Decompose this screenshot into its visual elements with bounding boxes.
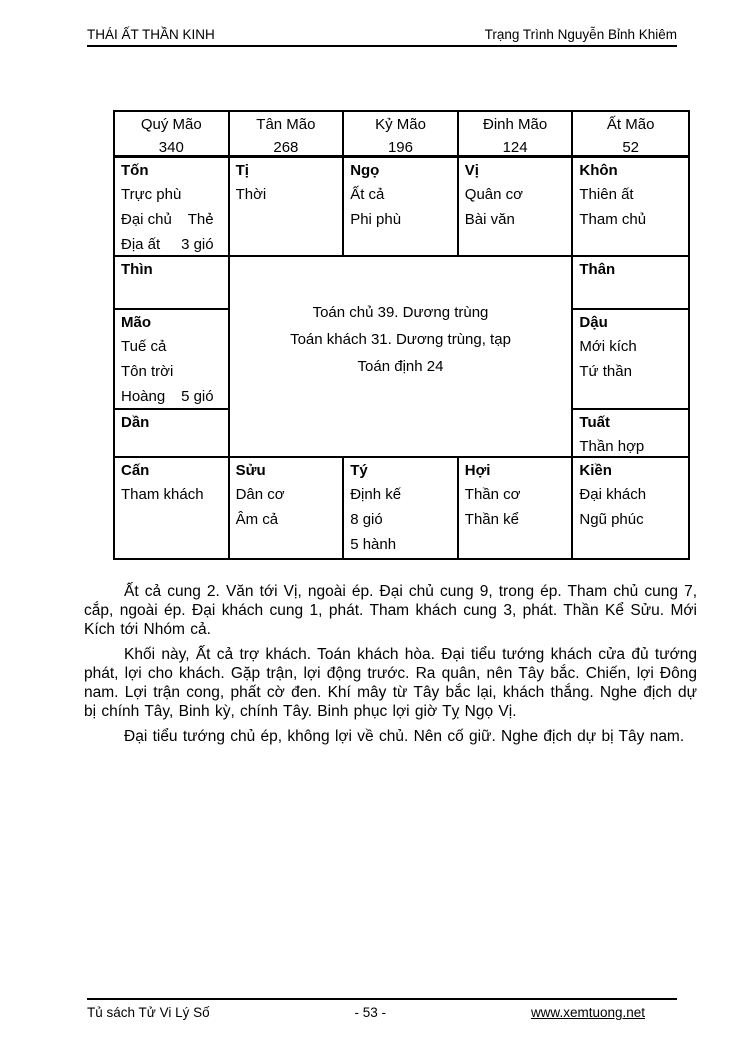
palace-entry: Âm cả <box>235 511 279 528</box>
palace-entry: Dân cơ <box>235 486 285 503</box>
palace-label: Ngọ <box>350 162 380 179</box>
body-paragraph-3: Đại tiểu tướng chủ ép, không lợi về chủ. Nên cố giữ. Nghe địch dự bị Tây nam. <box>124 728 685 745</box>
palace-entry: Bài văn <box>464 211 515 228</box>
year-name: Ất Mão <box>606 116 655 133</box>
palace-cell-tuat <box>573 410 688 458</box>
book-title: THÁI ẤT THẦN KINH <box>87 27 215 42</box>
palace-entry: 5 hành <box>350 536 397 553</box>
palace-entry: Trực phù <box>121 186 182 203</box>
palace-entry: Tôn trời <box>121 363 174 380</box>
palace-entry: Hoàng 5 gió <box>121 388 214 405</box>
palace-cell-vi <box>459 158 574 257</box>
year-cell-ky-mao <box>344 112 459 158</box>
year-value: 124 <box>502 139 528 156</box>
year-cell-tan-mao <box>230 112 345 158</box>
year-value: 268 <box>273 139 299 156</box>
palace-cell-dau <box>573 310 688 410</box>
palace-entry: Thiên ất <box>579 186 634 203</box>
palace-label: Tý <box>350 462 368 479</box>
palace-entry: 8 gió <box>350 511 383 528</box>
palace-label: Tị <box>235 162 249 179</box>
year-name: Tân Mão <box>256 116 316 133</box>
header-divider <box>87 45 677 47</box>
palace-label: Tuất <box>579 414 610 431</box>
palace-label: Tốn <box>121 162 149 179</box>
palace-label: Cấn <box>121 462 150 479</box>
year-cell-dinh-mao <box>459 112 574 158</box>
palace-entry: Tuế cả <box>121 338 167 355</box>
palace-entry: Địa ất 3 gió <box>121 236 214 253</box>
palace-cell-dan <box>115 410 230 458</box>
toan-khach-line: Toán khách 31. Dương trùng, tạp <box>290 331 511 348</box>
year-value: 340 <box>158 139 184 156</box>
palace-cell-ton <box>115 158 230 257</box>
palace-label: Hợi <box>464 462 491 479</box>
palace-entry: Thần kể <box>464 511 519 528</box>
palace-label: Kiền <box>579 462 612 479</box>
palace-entry: Quân cơ <box>464 186 523 203</box>
author-name: Trạng Trình Nguyễn Bỉnh Khiêm <box>484 27 677 42</box>
footer-divider <box>87 998 677 1000</box>
year-value: 52 <box>622 139 640 156</box>
palace-cell-ty <box>344 458 459 558</box>
palace-label: Dậu <box>579 314 608 331</box>
palace-cell-kien <box>573 458 688 558</box>
year-cell-at-mao <box>573 112 688 158</box>
year-name: Kỷ Mão <box>375 116 426 133</box>
palace-label: Mão <box>121 314 151 331</box>
toan-chu-line: Toán chủ 39. Dương trùng <box>312 304 489 321</box>
footer-website-link[interactable]: www.xemtuong.net <box>530 1005 645 1020</box>
destiny-chart-table <box>113 110 690 560</box>
palace-label: Thân <box>579 261 616 278</box>
palace-entry: Tứ thần <box>579 363 632 380</box>
body-text <box>84 582 697 752</box>
palace-cell-thin <box>115 257 230 310</box>
center-calculation-cell <box>230 257 574 458</box>
body-paragraph-1: Ất cả cung 2. Văn tới Vị, ngoài ép. Đại chủ cung 9, trong ép. Tham chủ cung 7, cắp, ngoài ép. Đại khách cung 1, phát. Tham khách cung 3, phát. Thần Kể Sửu. Mới Kích tới Nhóm cả. <box>84 583 697 638</box>
palace-cell-than <box>573 257 688 310</box>
year-value: 196 <box>387 139 413 156</box>
palace-cell-khon <box>573 158 688 257</box>
palace-cell-can <box>115 458 230 558</box>
palace-entry: Ất cả <box>350 186 385 203</box>
palace-cell-suu <box>230 458 345 558</box>
footer-series-title: Tủ sách Tử Vi Lý Số <box>87 1005 210 1020</box>
body-paragraph-2: Khối này, Ất cả trợ khách. Toán khách hòa. Đại tiểu tướng khách cửa đủ tướng phát, lợi cho khách. Gặp trận, lợi động trước. Ra quân, nên Tây bắc. Chiến, lợi Đông nam. Lợi trận cong, phất cờ đen. Khí mây từ Tây bắc lại, khách thắng. Nghe địch dự bị chính Tây, Binh kỳ, chính Tây. Binh phục lợi giờ Tỵ Ngọ Vị. <box>84 646 697 720</box>
palace-entry: Mới kích <box>579 338 637 355</box>
palace-cell-ngo <box>344 158 459 257</box>
year-name: Quý Mão <box>140 116 202 133</box>
palace-entry: Thời <box>235 186 267 203</box>
palace-entry: Đại chủ Thẻ <box>121 211 214 228</box>
palace-label: Thìn <box>121 261 153 278</box>
palace-entry: Đại khách <box>579 486 647 503</box>
palace-label: Dần <box>121 414 150 431</box>
palace-cell-hoi <box>459 458 574 558</box>
page-header <box>87 27 677 42</box>
palace-cell-ti <box>230 158 345 257</box>
toan-dinh-line: Toán định 24 <box>357 358 444 375</box>
palace-entry: Tham chủ <box>579 211 647 228</box>
page-number: - 53 - <box>354 1005 387 1020</box>
palace-cell-mao <box>115 310 230 410</box>
page-footer <box>87 1005 677 1020</box>
palace-entry: Thần hợp <box>579 438 645 455</box>
year-name: Đinh Mão <box>482 116 548 133</box>
palace-entry: Thần cơ <box>464 486 521 503</box>
palace-label: Vị <box>464 162 479 179</box>
palace-label: Khôn <box>579 162 618 179</box>
palace-label: Sửu <box>235 462 266 479</box>
palace-entry: Định kế <box>350 486 402 503</box>
palace-entry: Phi phù <box>350 211 402 228</box>
year-cell-quy-mao <box>115 112 230 158</box>
palace-entry: Ngũ phúc <box>579 511 644 528</box>
palace-entry: Tham khách <box>121 486 204 503</box>
